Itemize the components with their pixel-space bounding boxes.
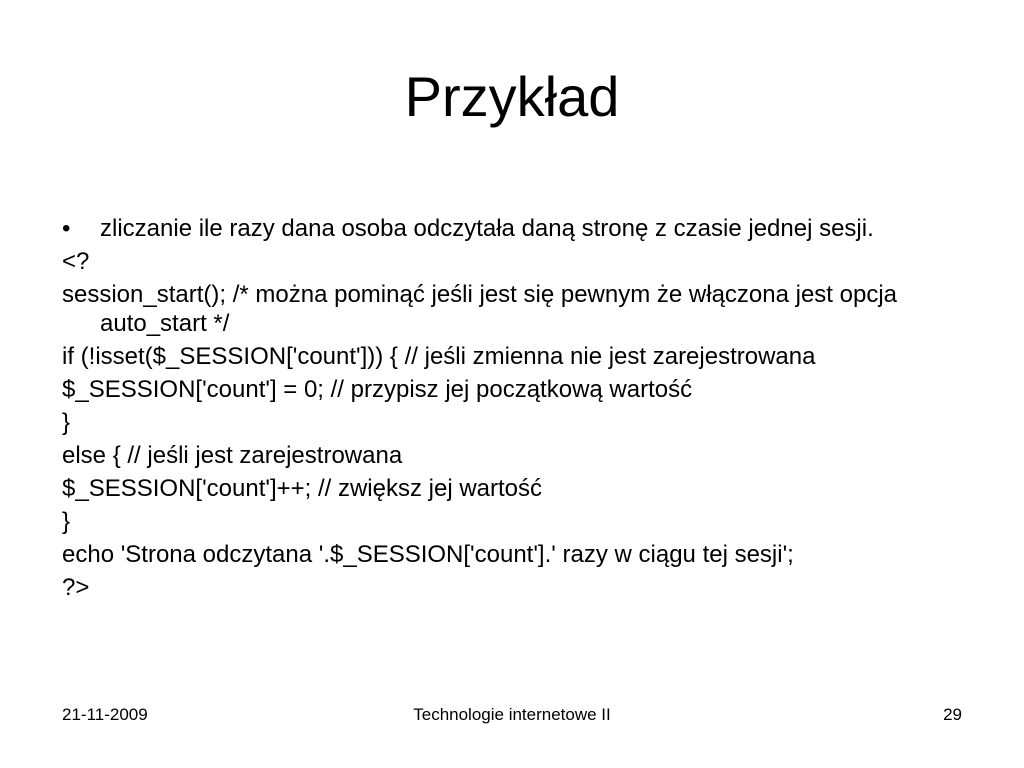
- code-line-close-brace-2: }: [62, 508, 71, 535]
- bullet-text: zliczanie ile razy dana osoba odczytała daną stronę z czasie jednej sesji.: [100, 215, 874, 242]
- code-line-else: else { // jeśli jest zarejestrowana: [62, 442, 403, 469]
- footer-course-title: Technologie internetowe II: [413, 705, 611, 724]
- slide-title: Przykład: [404, 65, 620, 128]
- code-line-open-tag: <?: [62, 248, 90, 275]
- code-line-close-brace: }: [62, 409, 71, 436]
- code-line-session-start: session_start(); /* można pominąć jeśli jest się pewnym że włączona jest opcja auto_start */: [62, 281, 898, 337]
- code-line-echo: echo 'Strona odczytana '.$_SESSION['count'].' razy w ciągu tej sesji';: [62, 541, 794, 568]
- code-line-assign-zero: $_SESSION['count'] = 0; // przypisz jej początkową wartość: [62, 376, 693, 403]
- bullet-item: [62, 214, 967, 243]
- footer-date: 21-11-2009: [62, 705, 148, 724]
- footer-page-number: 29: [943, 705, 962, 724]
- code-line-increment: $_SESSION['count']++; // zwiększ jej wartość: [62, 475, 543, 502]
- bullet-icon: •: [62, 215, 71, 242]
- code-line-close-tag: ?>: [62, 574, 90, 601]
- code-line-if-isset: if (!isset($_SESSION['count'])) { // jeśli zmienna nie jest zarejestrowana: [62, 343, 816, 370]
- slide-content: [62, 214, 967, 606]
